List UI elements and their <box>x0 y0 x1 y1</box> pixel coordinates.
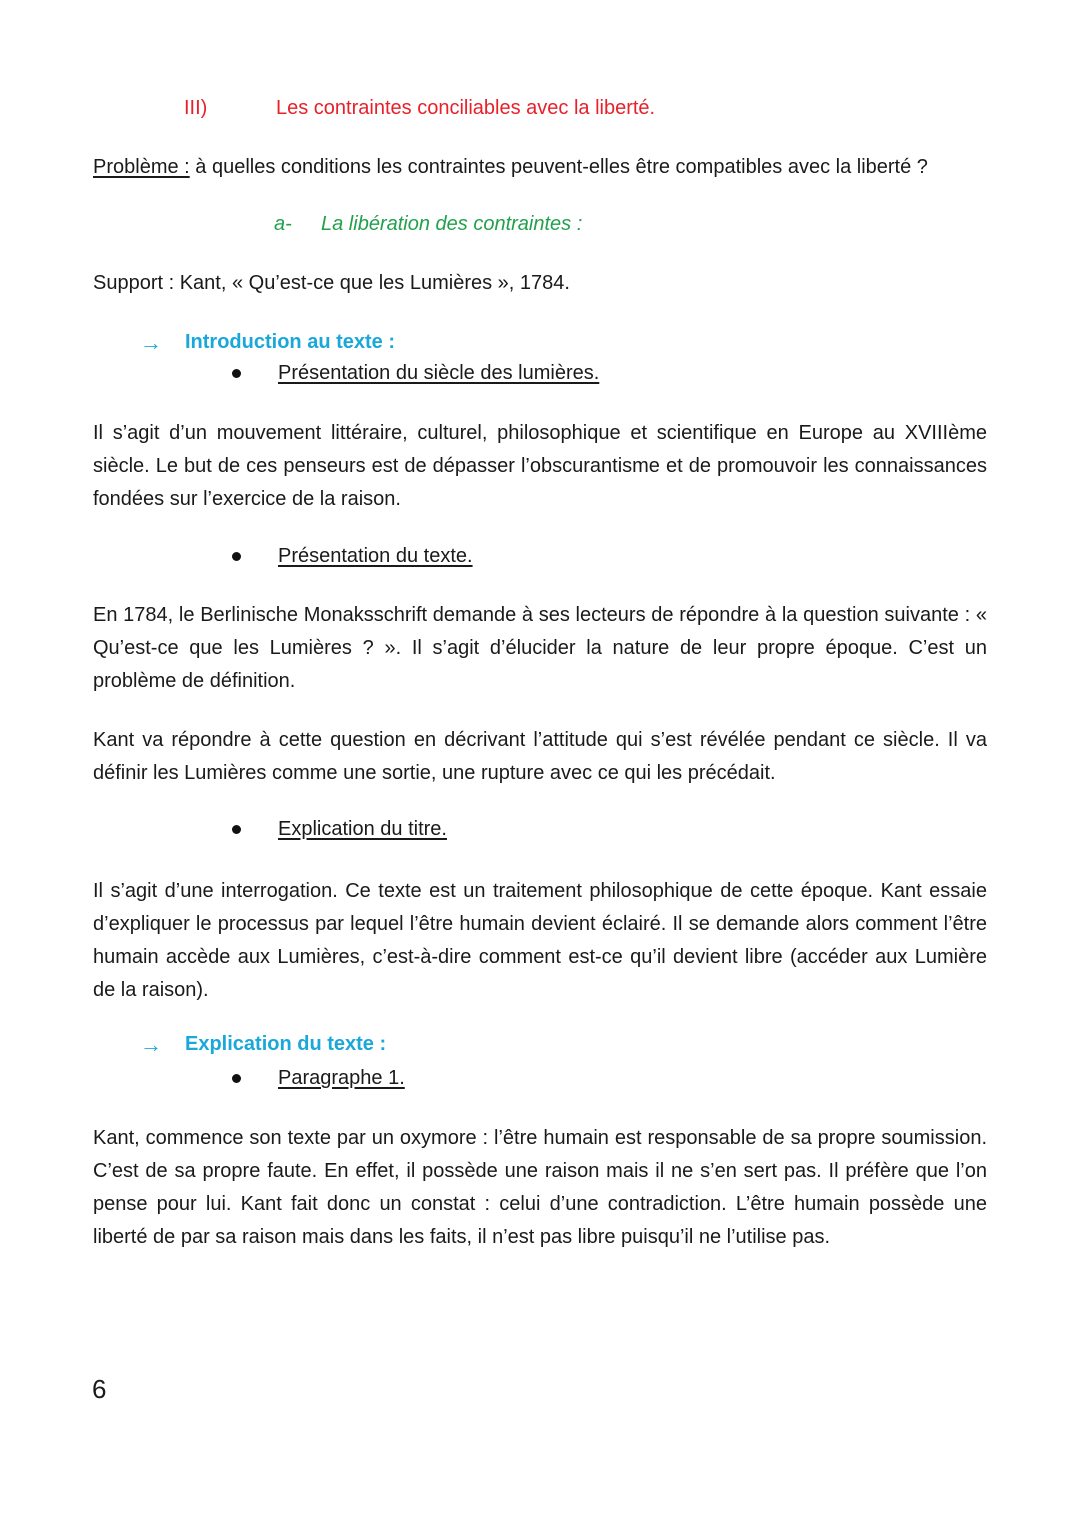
explication-item-1-title: Paragraphe 1. <box>278 1067 405 1089</box>
explication-item-1-paragraph: Kant, commence son texte par un oxymore : l’être humain est responsable de sa propre soumission. C’est de sa propre faute. En effet, il possède une raison mais il ne s’en sert pas. Il préfère que l’on pense pour lui. Kant fait donc un constat : celui d’une contradiction. L’être humain possède une liberté de par sa raison mais dans les faits, il n’est pas libre puisqu’il ne l’utilise pas. <box>93 1127 987 1248</box>
problem-statement <box>93 156 928 179</box>
arrow-right-icon: → <box>140 330 162 355</box>
page-number: 6 <box>92 1374 107 1404</box>
intro-item-3-paragraph: Il s’agit d’une interrogation. Ce texte est un traitement philosophique de cette époque. Kant essaie d’expliquer le processus par lequel l’être humain devient éclairé. Il se demande alors comment l’être humain accède aux Lumières, c’est-à-dire comment est-ce qu’il devient libre (accéder aux Lumière de la raison). <box>93 880 987 1001</box>
intro-item-1-title: Présentation du siècle des lumières. <box>278 362 600 384</box>
problem-text: à quelles conditions les contraintes peuvent-elles être compatibles avec la liberté ? <box>189 156 928 178</box>
intro-item-3-title: Explication du titre. <box>278 818 447 840</box>
arrow-right-icon: → <box>140 1032 162 1057</box>
section-number: III) <box>184 97 208 119</box>
intro-heading: Introduction au texte : <box>185 331 395 353</box>
intro-item-1-paragraph: Il s’agit d’un mouvement littéraire, culturel, philosophique et scientifique en Europe au XVIIIème siècle. Le but de ces penseurs est de dépasser l’obscurantisme et de promouvoir les connaissances fondées sur l’exercice de la raison. <box>93 422 987 510</box>
problem-label: Problème : <box>93 156 190 178</box>
bullet-icon <box>232 1074 241 1083</box>
bullet-icon <box>232 825 241 834</box>
intro-item-2-paragraph-1: En 1784, le Berlinische Monaksschrift demande à ses lecteurs de répondre à la question suivante : « Qu’est-ce que les Lumières ? ». Il s’agit d’élucider la nature de leur propre époque. C’est un problème de définition. <box>93 604 987 692</box>
subsection-letter: a- <box>274 213 292 235</box>
intro-item-2-paragraph-2: Kant va répondre à cette question en décrivant l’attitude qui s’est révélée pendant ce siècle. Il va définir les Lumières comme une sortie, une rupture avec ce qui les précédait. <box>93 729 987 784</box>
intro-item-2-title: Présentation du texte. <box>278 545 473 567</box>
bullet-icon <box>232 369 241 378</box>
support-line: Support : Kant, « Qu’est-ce que les Lumières », 1784. <box>93 272 570 294</box>
subsection-title: La libération des contraintes : <box>321 213 583 235</box>
bullet-icon <box>232 552 241 561</box>
explication-heading: Explication du texte : <box>185 1033 387 1055</box>
section-title: Les contraintes conciliables avec la liberté. <box>276 97 656 119</box>
